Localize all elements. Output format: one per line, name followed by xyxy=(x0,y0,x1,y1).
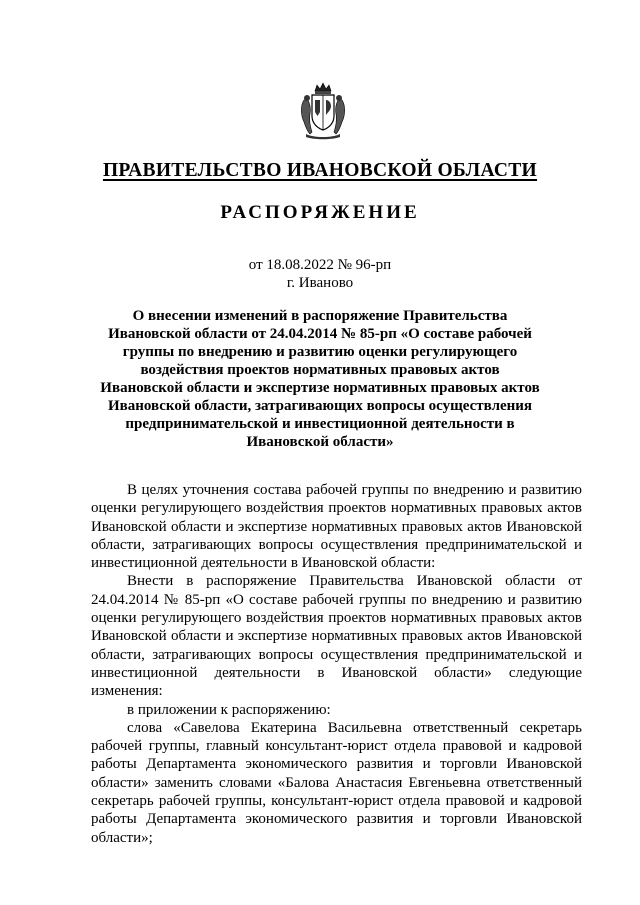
coat-of-arms-icon xyxy=(298,82,348,140)
organization-title-text: ПРАВИТЕЛЬСТВО ИВАНОВСКОЙ ОБЛАСТИ xyxy=(102,160,538,181)
document-city: г. Иваново xyxy=(286,275,354,291)
body-paragraph: слова «Савелова Екатерина Васильевна ответственный секретарь рабочей группы, главный консультант-юрист отдела правовой и кадровой работы Департамента экономического развития и торговли Ивановской области» заменить словами «Балова Анастасия Евгеньевна ответственный секретарь рабочей группы, консультант-юрист отдела правовой и кадровой работы Департамента экономического развития и торговли Ивановской области»; xyxy=(91,719,582,846)
body-paragraph: В целях уточнения состава рабочей группы по внедрению и развитию оценки регулирующего воздействия проектов нормативных правовых актов Ивановской области и экспертизе нормативных правовых актов Ивановской области, затрагивающих вопросы осуществления предпринимательской и инвестиционной деятельности в Ивановской области: xyxy=(91,482,582,572)
body-paragraph: в приложении к распоряжению: xyxy=(127,701,331,718)
organization-title xyxy=(0,160,640,182)
document-type: РАСПОРЯЖЕНИЕ xyxy=(220,202,420,223)
body-paragraph: Внести в распоряжение Правительства Ивановской области от 24.04.2014 № 85-рп «О составе рабочей группы по внедрению и развитию оценки регулирующего воздействия проектов нормативных правовых актов Ивановской области и экспертизе нормативных правовых актов Ивановской области, затрагивающих вопросы осуществления предпринимательской и инвестиционной деятельности в Ивановской области» следующие изменения: xyxy=(91,573,582,700)
document-date-number: от 18.08.2022 № 96-рп xyxy=(248,257,392,273)
document-body xyxy=(91,481,582,847)
document-subject: О внесении изменений в распоряжение Правительства Ивановской области от 24.04.2014 № 85-рп «О составе рабочей группы по внедрению и развитию оценки регулирующего воздействия проектов нормативных правовых актов Ивановской области и экспертизе нормативных правовых актов Ивановской области, затрагивающих вопросы осуществления предпринимательской и инвестиционной деятельности в Ивановской области» xyxy=(100,308,540,450)
